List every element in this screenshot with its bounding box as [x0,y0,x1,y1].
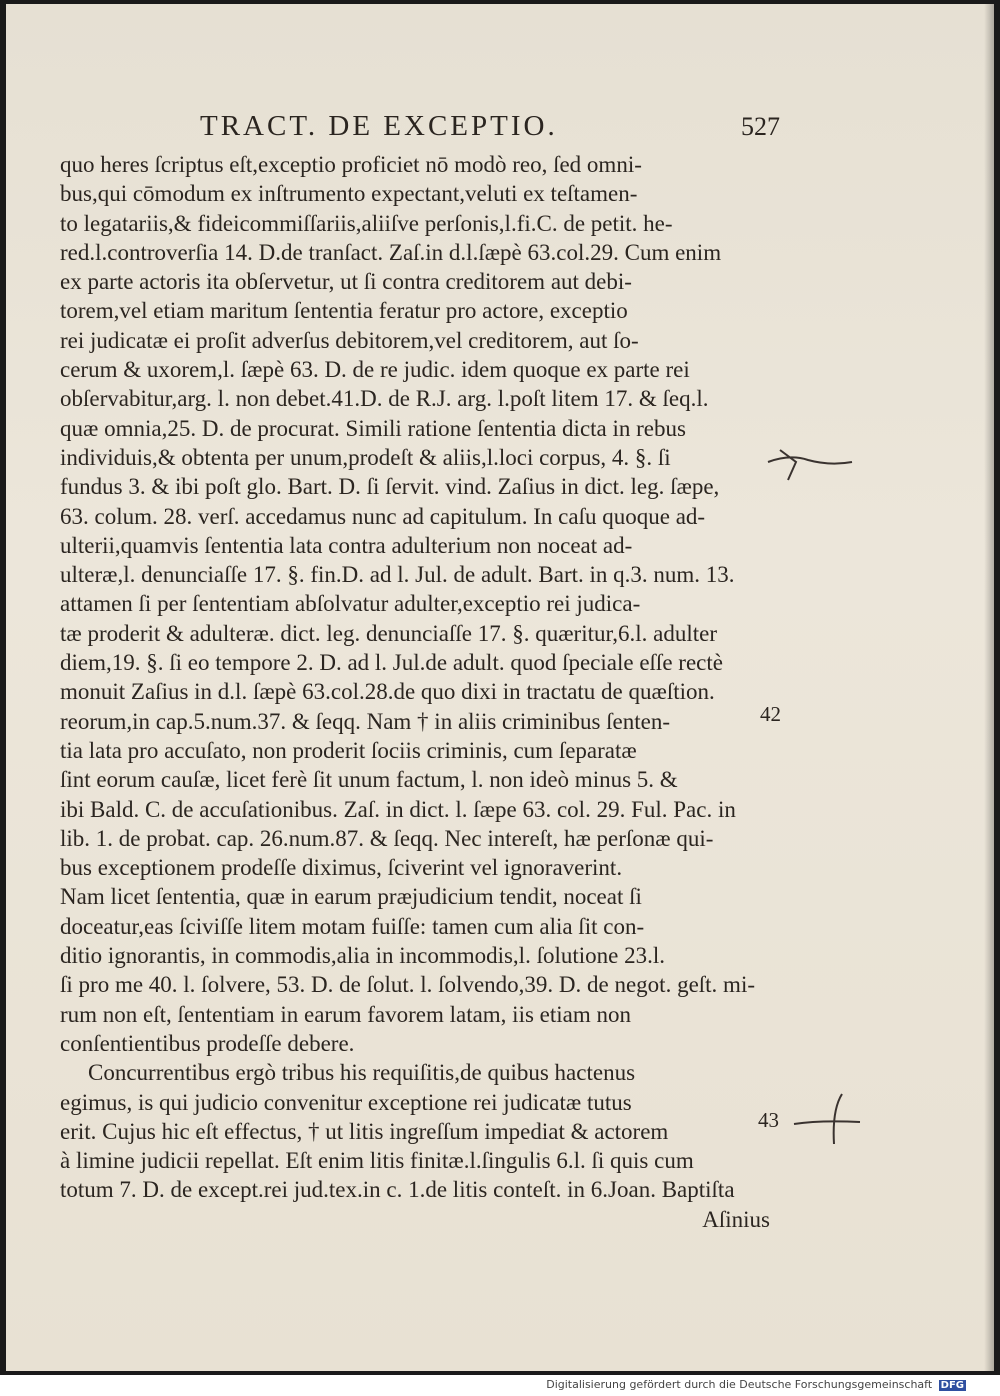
catchword: Aſinius [702,1206,770,1232]
footer-credit [546,1378,966,1391]
text-line: ſint eorum cauſæ, licet ferè ſit unum factum, l. non ideò minus 5. & [60,767,678,793]
text-line: lib. 1. de probat. cap. 26.num.87. & ſeqq. Nec intereſt, hæ perſonæ qui- [60,825,714,851]
text-line: rei judicatæ ei proſit adverſus debitorem,vel creditorem, aut ſo- [60,327,639,353]
text-line: rum non eſt, ſententiam in earum favorem latam, iis etiam non [60,1001,632,1027]
text-line: individuis,& obtenta per unum,prodeſt & aliis,l.loci corpus, 4. §. ſi [60,444,671,470]
text-line: red.l.controverſia 14. D.de tranſact. Zaſ.in d.l.ſæpè 63.col.29. Cum enim [60,239,722,265]
text-line: to legatariis,& fideicommiſſariis,aliiſve perſonis,l.fi.C. de petit. he- [60,210,673,236]
text-line: egimus, is qui judicio convenitur exceptione rei judicatæ tutus [60,1089,632,1115]
text-line: tæ proderit & adulteræ. dict. leg. denunciaſſe 17. §. quæritur,6.l. adulter [60,620,717,646]
folio-number: 527 [741,112,780,141]
text-line: erit. Cujus hic eſt effectus, † ut litis ingreſſum impediat & actorem [60,1118,669,1144]
text-line: doceatur,eas ſciviſſe litem motam fuiſſe: tamen cum alia ſit con- [60,913,645,939]
text-line: ulterii,quamvis ſententia lata contra adulterium non noceat ad- [60,532,633,558]
text-block [60,150,770,1234]
margin-number: 42 [760,702,781,726]
dfg-logo: DFG [940,1380,964,1391]
text-line: bus exceptionem prodeſſe diximus, ſciverint vel ignoraverint. [60,855,623,881]
text-line: ibi Bald. C. de accuſationibus. Zaſ. in dict. l. ſæpe 63. col. 29. Ful. Pac. in [60,796,736,822]
text-line: quo heres ſcriptus eſt,exceptio proficiet nō modò reo, ſed omni- [60,152,642,177]
text-line: Concurrentibus ergò tribus his requiſitis,de quibus hactenus [88,1060,636,1086]
text-line: ſi pro me 40. l. ſolvere, 53. D. de ſolut. l. ſolvendo,39. D. de negot. geſt. mi- [60,972,755,998]
text-line: conſentientibus prodeſſe debere. [60,1030,355,1056]
text-line: cerum & uxorem,l. ſæpè 63. D. de re judic. idem quoque ex parte rei [60,357,690,383]
text-line: fundus 3. & ibi poſt glo. Bart. D. ſi ſervit. vind. Zaſius in dict. leg. ſæpe, [60,474,720,500]
handwritten-arrow-mark [760,440,860,500]
text-line: totum 7. D. de except.rei jud.tex.in c. 1.de litis conteſt. in 6.Joan. Baptiſta [60,1177,735,1203]
text-line: obſervabitur,arg. l. non debet.41.D. de R.J. arg. l.poſt litem 17. & ſeq.l. [60,386,709,412]
page-header [200,110,780,150]
text-line: à limine judicii repellat. Eſt enim litis finitæ.l.ſingulis 6.l. ſi quis cum [60,1148,694,1174]
text-line: 63. colum. 28. verſ. accedamus nunc ad capitulum. In caſu quoque ad- [60,503,706,529]
text-line: monuit Zaſius in d.l. ſæpè 63.col.28.de quo dixi in tractatu de quæſtion. [60,679,715,705]
text-line: quæ omnia,25. D. de procurat. Simili ratione ſententia dicta in rebus [60,415,686,441]
text-line: diem,19. §. ſi eo tempore 2. D. ad l. Jul.de adult. quod ſpeciale eſſe rectè [60,650,723,676]
text-line: ditio ignorantis, in commodis,alia in incommodis,l. ſolutione 23.l. [60,943,665,969]
text-line: torem,vel etiam maritum ſententia feratur pro actore, exceptio [60,298,628,324]
handwritten-margin-mark [790,1090,870,1150]
text-line: ulteræ,l. denunciaſſe 17. §. fin.D. ad l. Jul. de adult. Bart. in q.3. num. 13. [60,562,735,588]
running-title: TRACT. DE EXCEPTIO. [200,110,558,142]
footer-credit-text: Digitalisierung gefördert durch die Deutsche Forschungsgemeinschaft [546,1378,933,1391]
margin-number: 43 [758,1108,779,1132]
text-line: Nam licet ſententia, quæ in earum præjudicium tendit, noceat ſi [60,884,642,910]
text-line: ex parte actoris ita obſervetur, ut ſi contra creditorem aut debi- [60,269,632,295]
text-line: tia lata pro accuſato, non proderit ſociis criminis, cum ſeparatæ [60,737,637,763]
text-line: attamen ſi per ſententiam abſolvatur adulter,exceptio rei judica- [60,591,641,617]
text-line: bus,qui cōmodum ex inſtrumento expectant,veluti ex teſtamen- [60,181,638,207]
text-line: reorum,in cap.5.num.37. & ſeqq. Nam † in aliis criminibus ſenten- [60,708,671,734]
